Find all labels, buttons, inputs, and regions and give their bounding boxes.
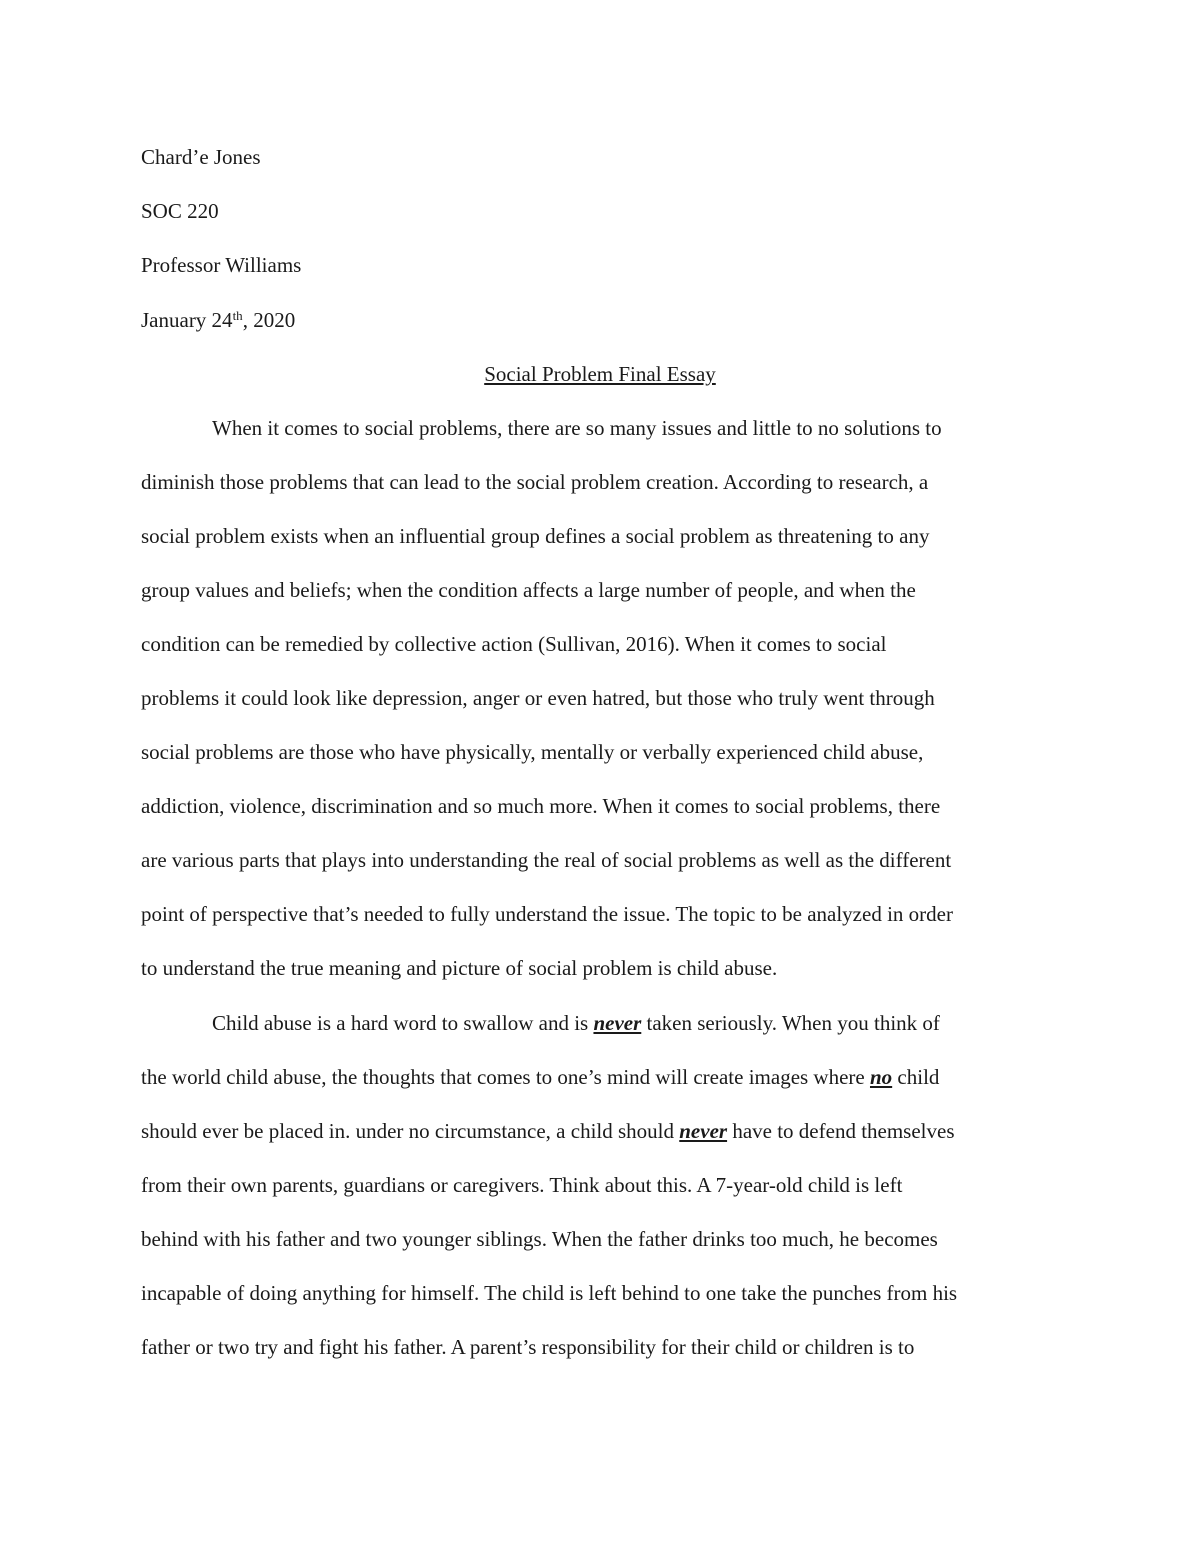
text-run: child [892, 1065, 940, 1089]
date-month-day: January 24 [141, 308, 233, 332]
emphasis-no: no [869, 1065, 893, 1089]
emphasis-never: never [679, 1119, 728, 1143]
text-run: should ever be placed in. under no circumstance, a child should [141, 1119, 680, 1143]
text-run: Child abuse is a hard word to swallow and is [212, 1011, 594, 1035]
text-run: the world child abuse, the thoughts that comes to one’s mind will create images where [141, 1065, 870, 1089]
date-year: , 2020 [242, 308, 296, 332]
date-ordinal-suffix: th [232, 307, 243, 323]
paragraph-line: addiction, violence, discrimination and so much more. When it comes to social problems, there [141, 794, 941, 818]
paragraph-line: incapable of doing anything for himself. The child is left behind to one take the punches from his [141, 1281, 958, 1305]
text-run: have to defend themselves [727, 1119, 955, 1143]
paragraph-line [212, 1013, 940, 1034]
emphasis-never: never [593, 1011, 642, 1035]
paragraph-line: social problem exists when an influential group defines a social problem as threatening to any [141, 524, 930, 548]
paragraph-line: social problems are those who have physically, mentally or verbally experienced child abuse, [141, 740, 924, 764]
text-run: taken seriously. When you think of [641, 1011, 940, 1035]
paragraph-line [141, 1121, 955, 1142]
paragraph-line: are various parts that plays into understanding the real of social problems as well as the different [141, 848, 952, 872]
paragraph-line: When it comes to social problems, there are so many issues and little to no solutions to [212, 416, 942, 440]
course-code: SOC 220 [141, 199, 219, 223]
essay-title [0, 364, 1200, 385]
paragraph-line: diminish those problems that can lead to the social problem creation. According to research, a [141, 470, 929, 494]
paragraph-line: problems it could look like depression, anger or even hatred, but those who truly went through [141, 686, 935, 710]
paragraph-line: point of perspective that’s needed to fully understand the issue. The topic to be analyzed in order [141, 902, 953, 926]
paragraph-line: to understand the true meaning and picture of social problem is child abuse. [141, 956, 778, 980]
essay-title-text: Social Problem Final Essay [484, 362, 716, 386]
paragraph-line [141, 1067, 939, 1088]
paragraph-line: father or two try and fight his father. A parent’s responsibility for their child or children is to [141, 1335, 915, 1359]
paragraph-line: from their own parents, guardians or caregivers. Think about this. A 7-year-old child is left [141, 1173, 903, 1197]
professor-name: Professor Williams [141, 253, 302, 277]
paragraph-line: group values and beliefs; when the condition affects a large number of people, and when the [141, 578, 916, 602]
author-name: Chard’e Jones [141, 145, 261, 169]
paragraph-line: behind with his father and two younger siblings. When the father drinks too much, he becomes [141, 1227, 938, 1251]
paragraph-line: condition can be remedied by collective action (Sullivan, 2016). When it comes to social [141, 632, 887, 656]
essay-date [141, 307, 296, 332]
